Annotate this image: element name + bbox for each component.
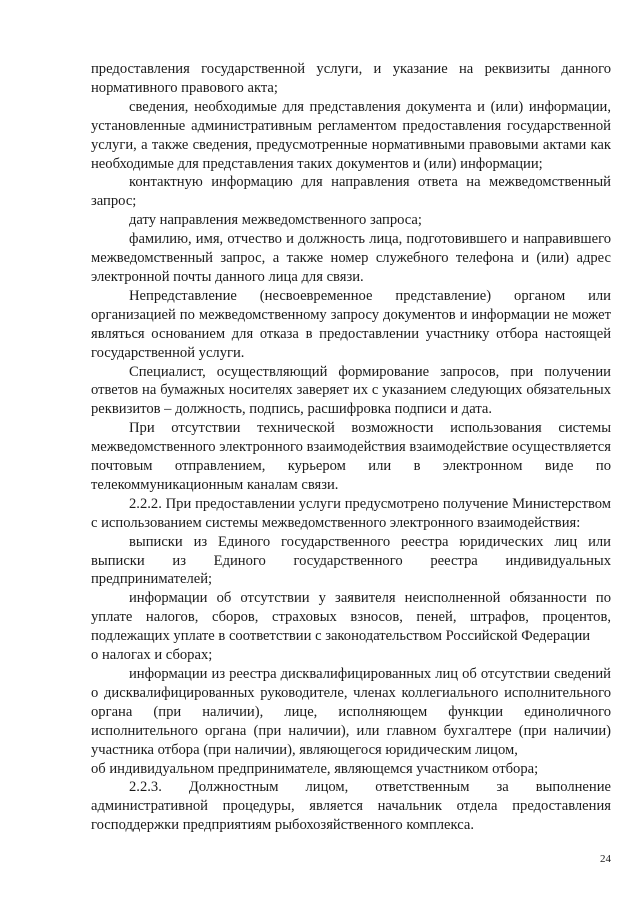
paragraph: информации из реестра дисквалифицированных лиц об отсутствии сведений о дисквалифицированных руководителе, членах коллегиального исполнительного органа (при наличии), лице, исполняющем функции единоличного исполнительного органа (при наличии), или главном бухгалтере (при наличии) участника отбора (при наличии), являющегося юридическим лицом,	[91, 666, 611, 758]
paragraph: сведения, необходимые для представления документа и (или) информации, установленные административным регламентом предоставления государственной услуги, а также сведения, предусмотренные нормативными правовыми актами как необходимые для представления таких документов и (или) информации;	[91, 98, 611, 172]
paragraph: информации об отсутствии у заявителя неисполненной обязанности по уплате налогов, сборов, страховых взносов, пеней, штрафов, процентов, подлежащих уплате в соответствии с законодательством Российской Федерации	[91, 590, 611, 645]
paragraph: Непредставление (несвоевременное представление) органом или организацией по межведомственному запросу документов и информации не может являться основанием для отказа в предоставлении участнику отбора настоящей государственной услуги.	[91, 287, 611, 361]
paragraph: При отсутствии технической возможности использования системы межведомственного электронного взаимодействия взаимодействие осуществляется почтовым отправлением, курьером или в электронном виде по телекоммуникационным каналам связи.	[91, 420, 611, 493]
paragraph: контактную информацию для направления ответа на межведомственный запрос;	[91, 174, 611, 210]
paragraph: выписки из Единого государственного реестра юридических лиц или выписки из Единого государственного реестра индивидуальных предпринимателей;	[91, 533, 611, 588]
page-number: 24	[600, 853, 611, 865]
paragraph: фамилию, имя, отчество и должность лица, подготовившего и направившего межведомственный запрос, а также номер служебного телефона и (или) адрес электронной почты данного лица для связи.	[91, 231, 611, 285]
paragraph: Специалист, осуществляющий формирование запросов, при получении ответов на бумажных носителях заверяет их с указанием следующих обязательных реквизитов – должность, подпись, расшифровка подписи и дата.	[91, 363, 611, 418]
paragraph: 2.2.2. При предоставлении услуги предусмотрено получение Министерством с использованием системы межведомственного электронного взаимодействия:	[91, 495, 611, 531]
document-body	[91, 60, 611, 835]
paragraph: предоставления государственной услуги, и указание на реквизиты данного нормативного правового акта;	[91, 61, 611, 96]
paragraph: дату направления межведомственного запроса;	[129, 212, 422, 229]
paragraph: об индивидуальном предпринимателе, являющемся участником отбора;	[91, 760, 539, 777]
paragraph: о налогах и сборах;	[91, 647, 213, 664]
paragraph: 2.2.3. Должностным лицом, ответственным за выполнение административной процедуры, является начальник отдела предоставления господдержки предприятиям рыбохозяйственного комплекса.	[91, 779, 611, 834]
